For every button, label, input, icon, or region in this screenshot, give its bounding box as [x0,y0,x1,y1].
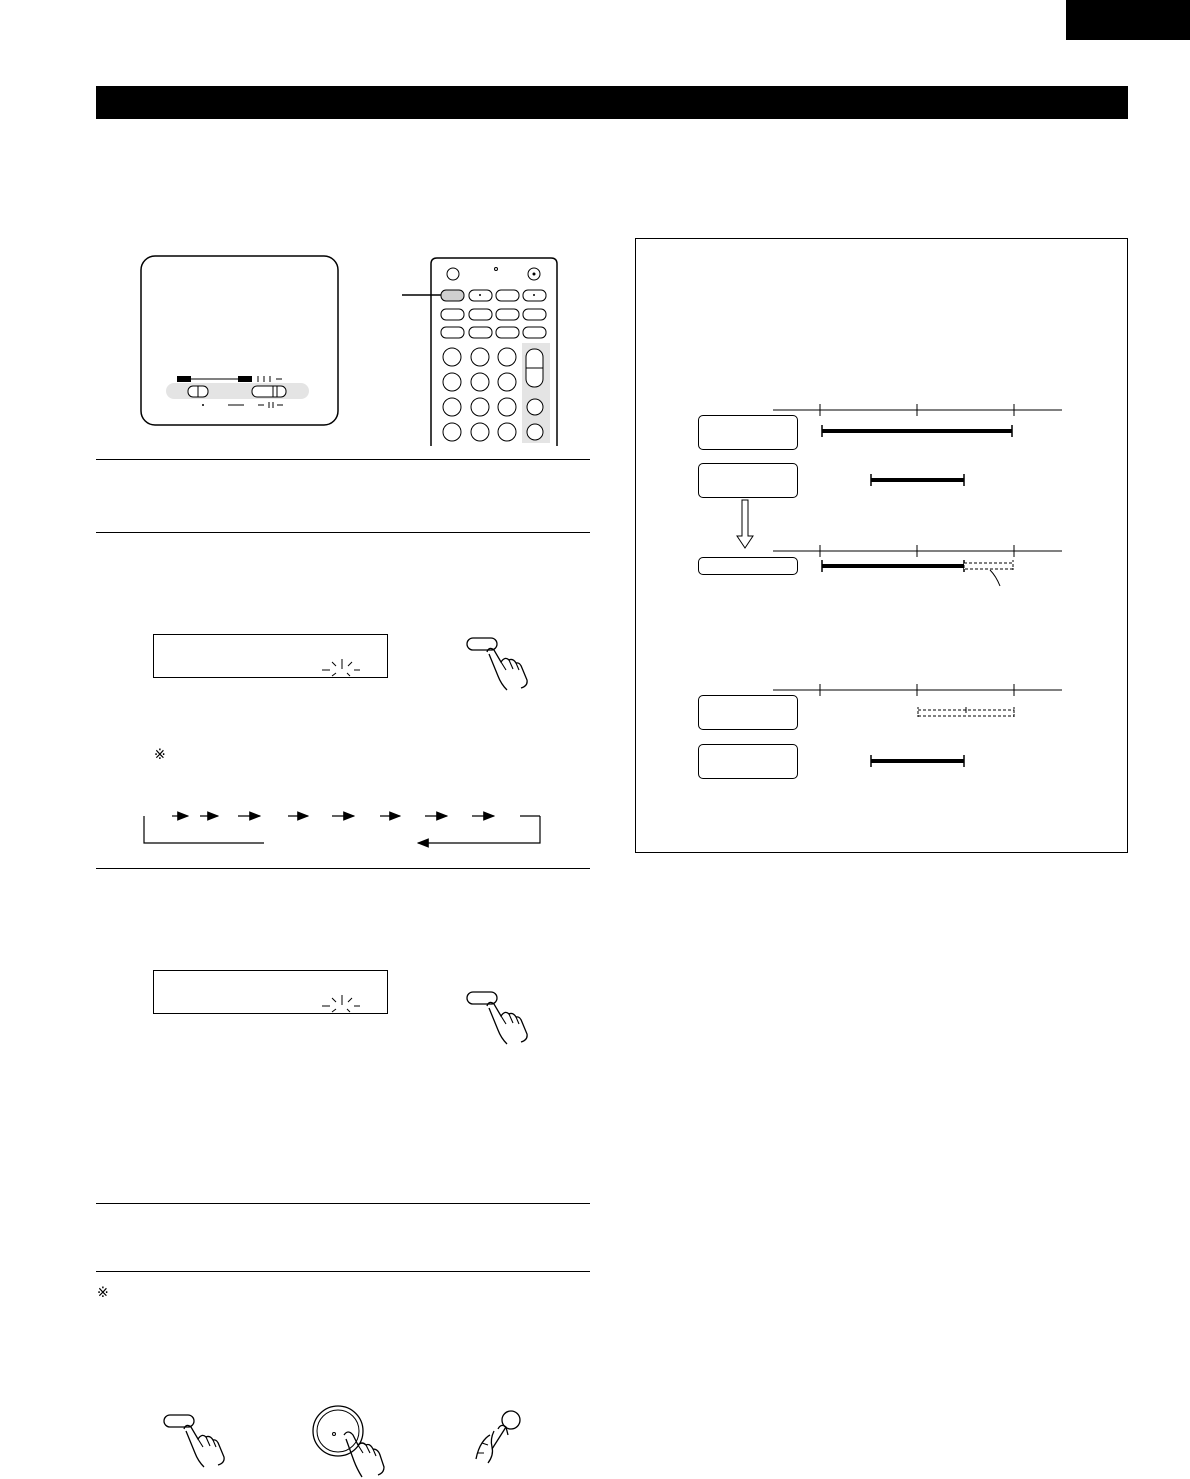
pressing-round-button-hand-icon [468,1409,524,1465]
step2-note-mark: ※ [154,747,166,763]
timer-result-label-box [698,557,798,575]
remote-control-illustration-icon [398,256,560,448]
step3-divider [96,868,590,869]
timer-label-box-1 [698,415,798,450]
mode-cycle-flow-diagram [140,808,550,848]
step4-divider [96,1203,590,1204]
timer-label-box-4 [698,744,798,779]
pressing-jog-dial-hand-icon [312,1405,392,1479]
pressing-button-hand-icon [162,1413,232,1469]
blinking-indicator-icon [320,656,360,682]
pressing-button-hand-icon [465,990,535,1046]
bottom-note-mark: ※ [97,1285,109,1301]
blinking-indicator-icon [320,992,360,1018]
pressing-button-hand-icon [465,636,535,692]
page-corner-tab [1066,0,1190,40]
front-panel-illustration-icon [140,255,340,427]
timeline-diagram [640,400,1080,790]
section-title-bar [96,86,1128,119]
timer-label-box-3 [698,695,798,730]
step1-divider [96,459,590,460]
timer-label-box-2 [698,463,798,498]
step2-divider [96,532,590,533]
note-divider [96,1271,590,1272]
